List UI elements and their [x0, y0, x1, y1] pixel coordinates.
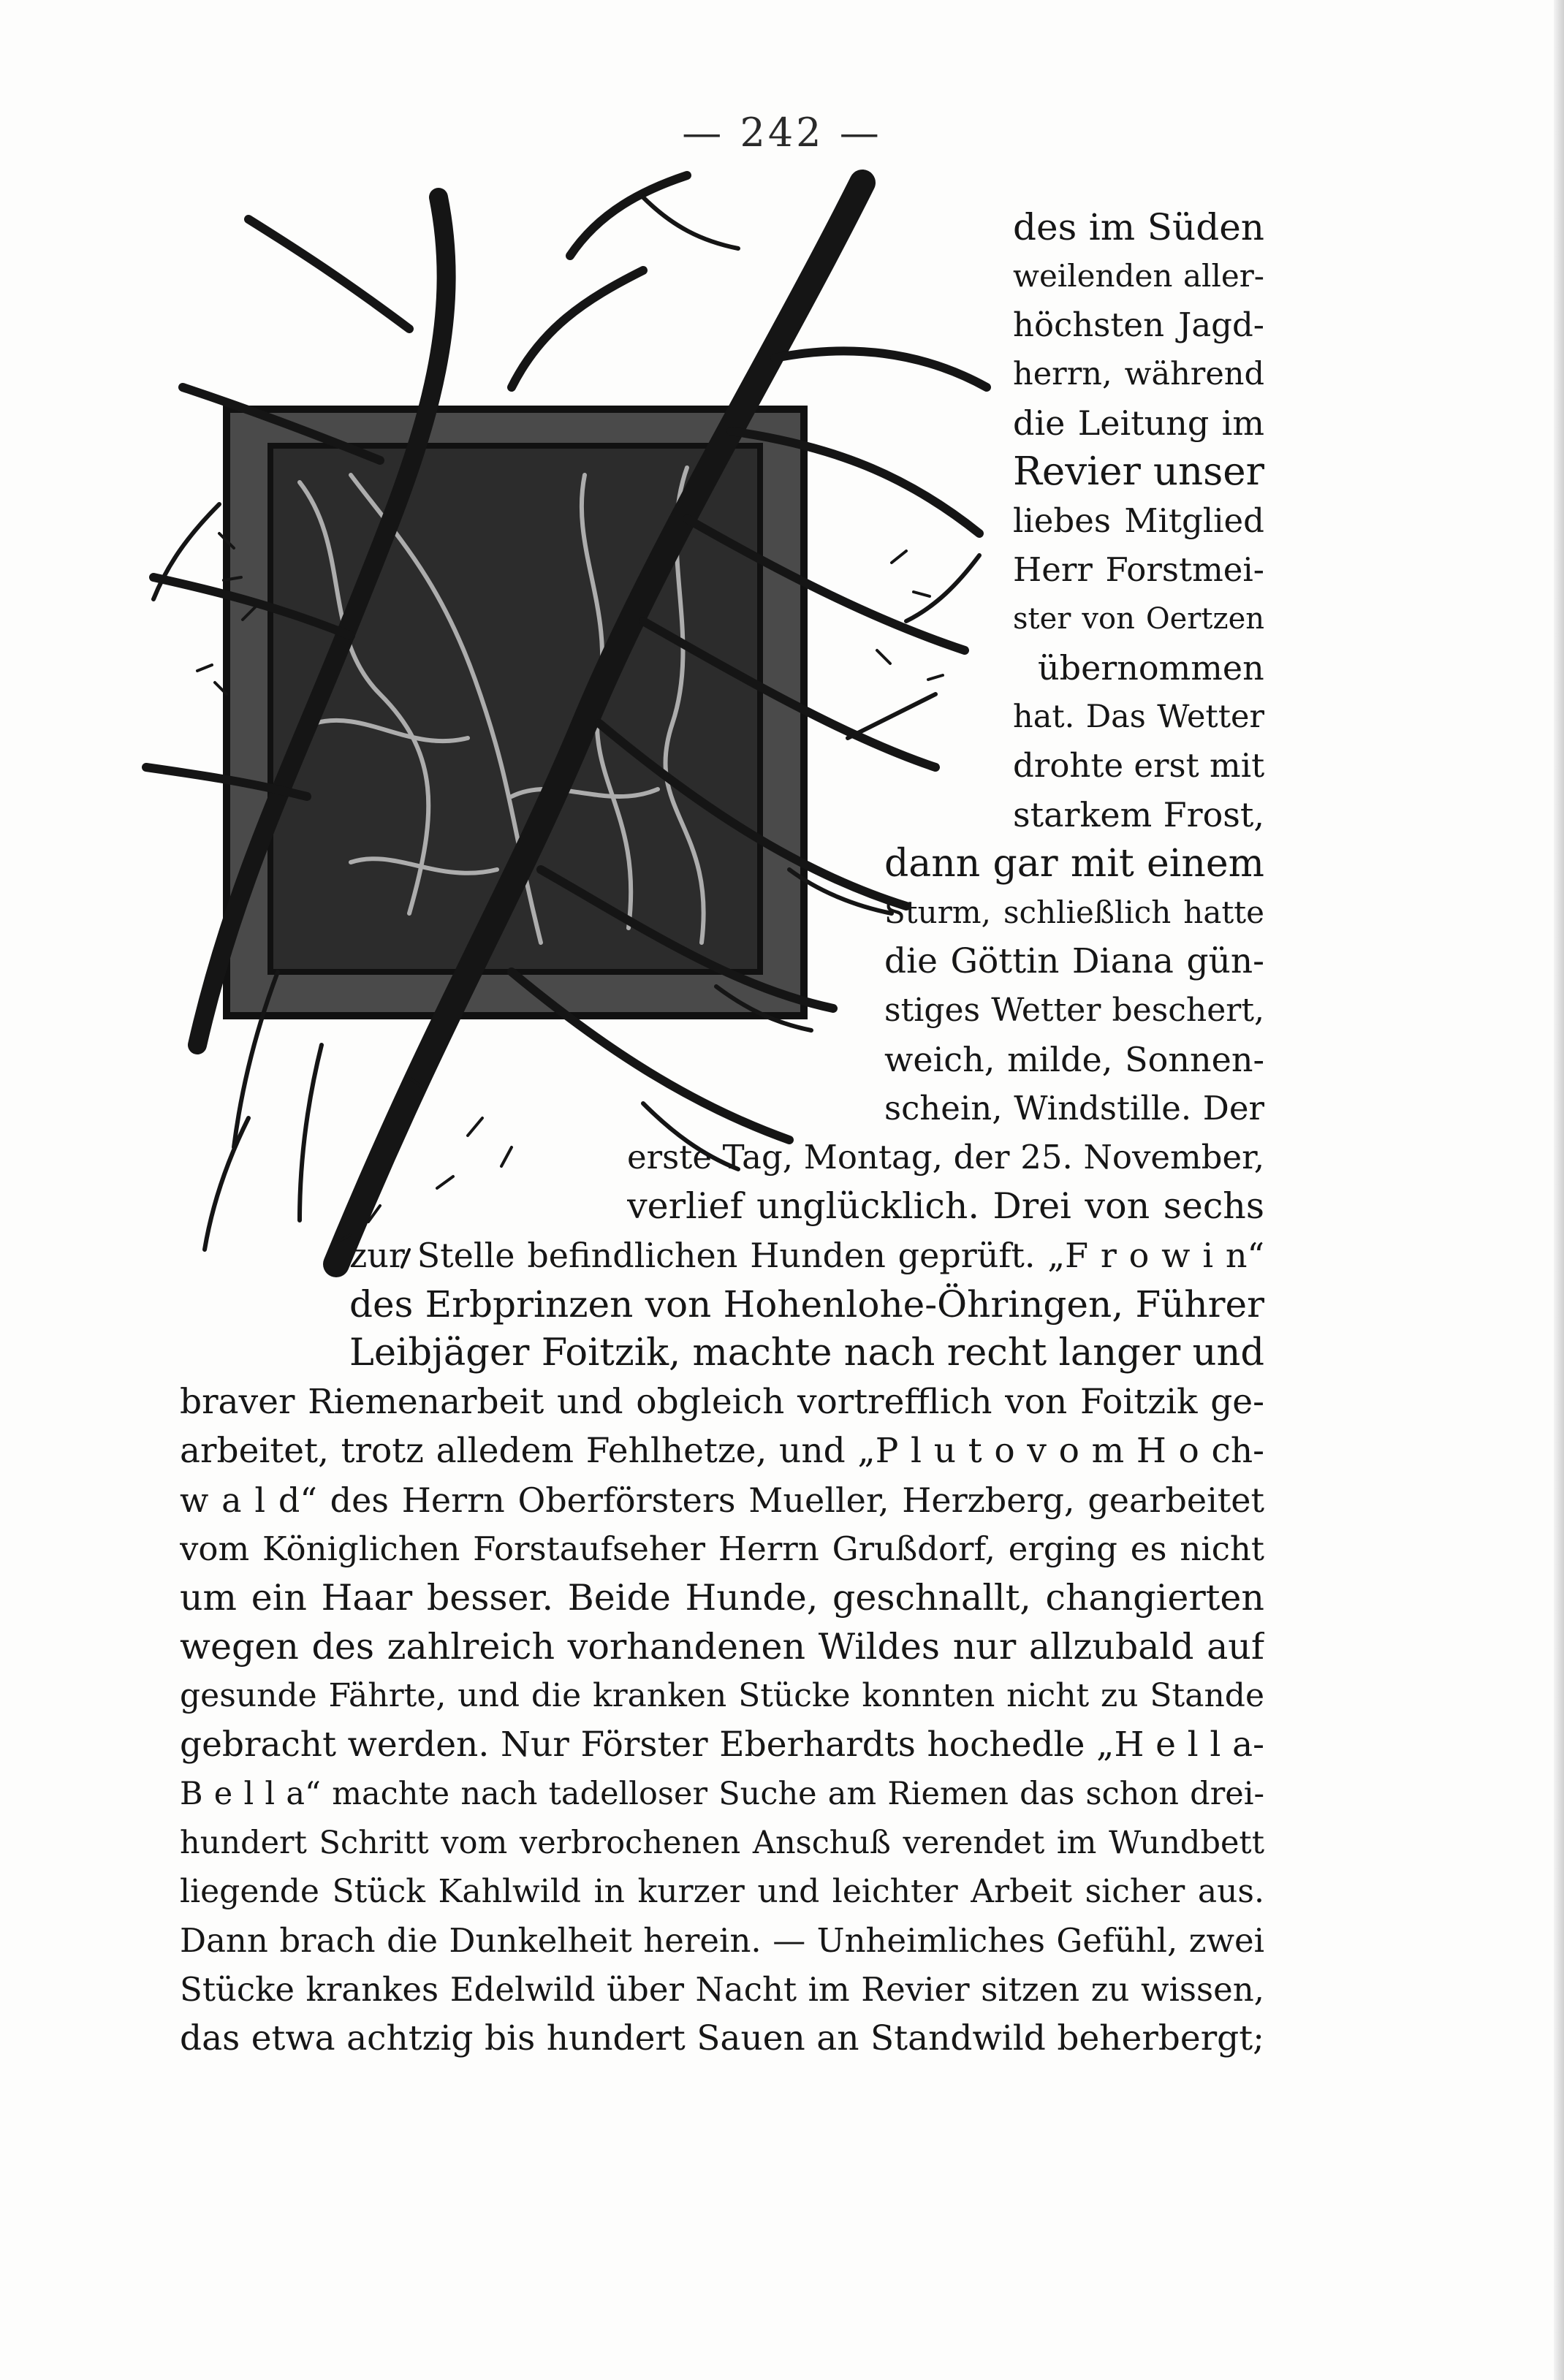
text-line: braver Riemenarbeit und obgleich vortrefflich von Foitzik ge- — [180, 1382, 1264, 1422]
text-line: weich, milde, Sonnen- — [884, 1040, 1264, 1079]
text-line: B e l l a“ machte nach tadelloser Suche am Riemen das schon drei- — [180, 1776, 1264, 1812]
text-line: Herr Forstmei- — [1013, 550, 1264, 589]
text-line: herrn, während — [1013, 356, 1264, 392]
text-line: weilenden aller- — [1013, 258, 1264, 294]
text-line: das etwa achtzig bis hundert Sauen an Standwild beherbergt; — [180, 2018, 1264, 2058]
text-line: verlief unglücklich. Drei von sechs — [627, 1185, 1264, 1227]
text-line: liebes Mitglied — [1013, 501, 1264, 540]
text-line: zur Stelle befindlichen Hunden geprüft. „F r o w i n“ — [349, 1236, 1264, 1275]
woodcut-tree-branches-and-framed-panel-icon — [146, 175, 987, 1267]
text-line: Stücke krankes Edelwild über Nacht im Revier sitzen zu wissen, — [180, 1970, 1264, 2009]
text-line: schein, Windstille. Der — [884, 1089, 1264, 1128]
text-line: Revier unser — [1013, 449, 1264, 494]
text-line: vom Königlichen Forstaufseher Herrn Grußdorf, erging es nicht — [180, 1529, 1264, 1568]
text-line: hat. Das Wetter — [1013, 699, 1264, 735]
text-line: die Leitung im — [1013, 403, 1264, 443]
text-line: gebracht werden. Nur Förster Eberhardts hochedle „H e l l a- — [180, 1725, 1264, 1765]
text-line: Leibjäger Foitzik, machte nach recht langer und — [349, 1331, 1264, 1375]
text-line: Sturm, schließlich hatte — [884, 894, 1264, 930]
text-line: dann gar mit einem — [884, 842, 1264, 886]
text-line: Dann brach die Dunkelheit herein. — Unheimliches Gefühl, zwei — [180, 1921, 1264, 1960]
text-line: übernommen — [1038, 648, 1264, 688]
text-line: hundert Schritt vom verbrochenen Anschuß verendet im Wundbett — [180, 1825, 1264, 1861]
text-line: liegende Stück Kahlwild in kurzer und leichter Arbeit sicher aus. — [180, 1873, 1264, 1910]
text-line: gesunde Fährte, und die kranken Stücke konnten nicht zu Stande — [180, 1677, 1264, 1714]
text-line: stiges Wetter beschert, — [884, 992, 1264, 1029]
text-line: wegen des zahlreich vorhandenen Wildes nur allzubald auf — [180, 1626, 1264, 1668]
text-line: des im Süden — [1013, 206, 1264, 248]
text-line: ster von Oertzen — [1013, 602, 1264, 636]
page-edge-shadow — [1554, 0, 1564, 2380]
text-line: höchsten Jagd- — [1013, 305, 1264, 344]
text-line: drohte erst mit — [1013, 746, 1264, 785]
text-line: des Erbprinzen von Hohenlohe-Öhringen, Führer — [349, 1283, 1264, 1326]
page-number: — 242 — — [682, 110, 882, 156]
text-line: w a l d“ des Herrn Oberförsters Mueller, Herzberg, gearbeitet — [180, 1480, 1264, 1520]
text-line: die Göttin Diana gün- — [884, 941, 1264, 981]
text-line: arbeitet, trotz alledem Fehlhetze, und „P l u t o v o m H o ch- — [180, 1431, 1264, 1471]
text-line: um ein Haar besser. Beide Hunde, geschnallt, changierten — [180, 1577, 1264, 1619]
text-line: starkem Frost, — [1013, 795, 1264, 834]
text-line: erste Tag, Montag, der 25. November, — [627, 1138, 1264, 1176]
